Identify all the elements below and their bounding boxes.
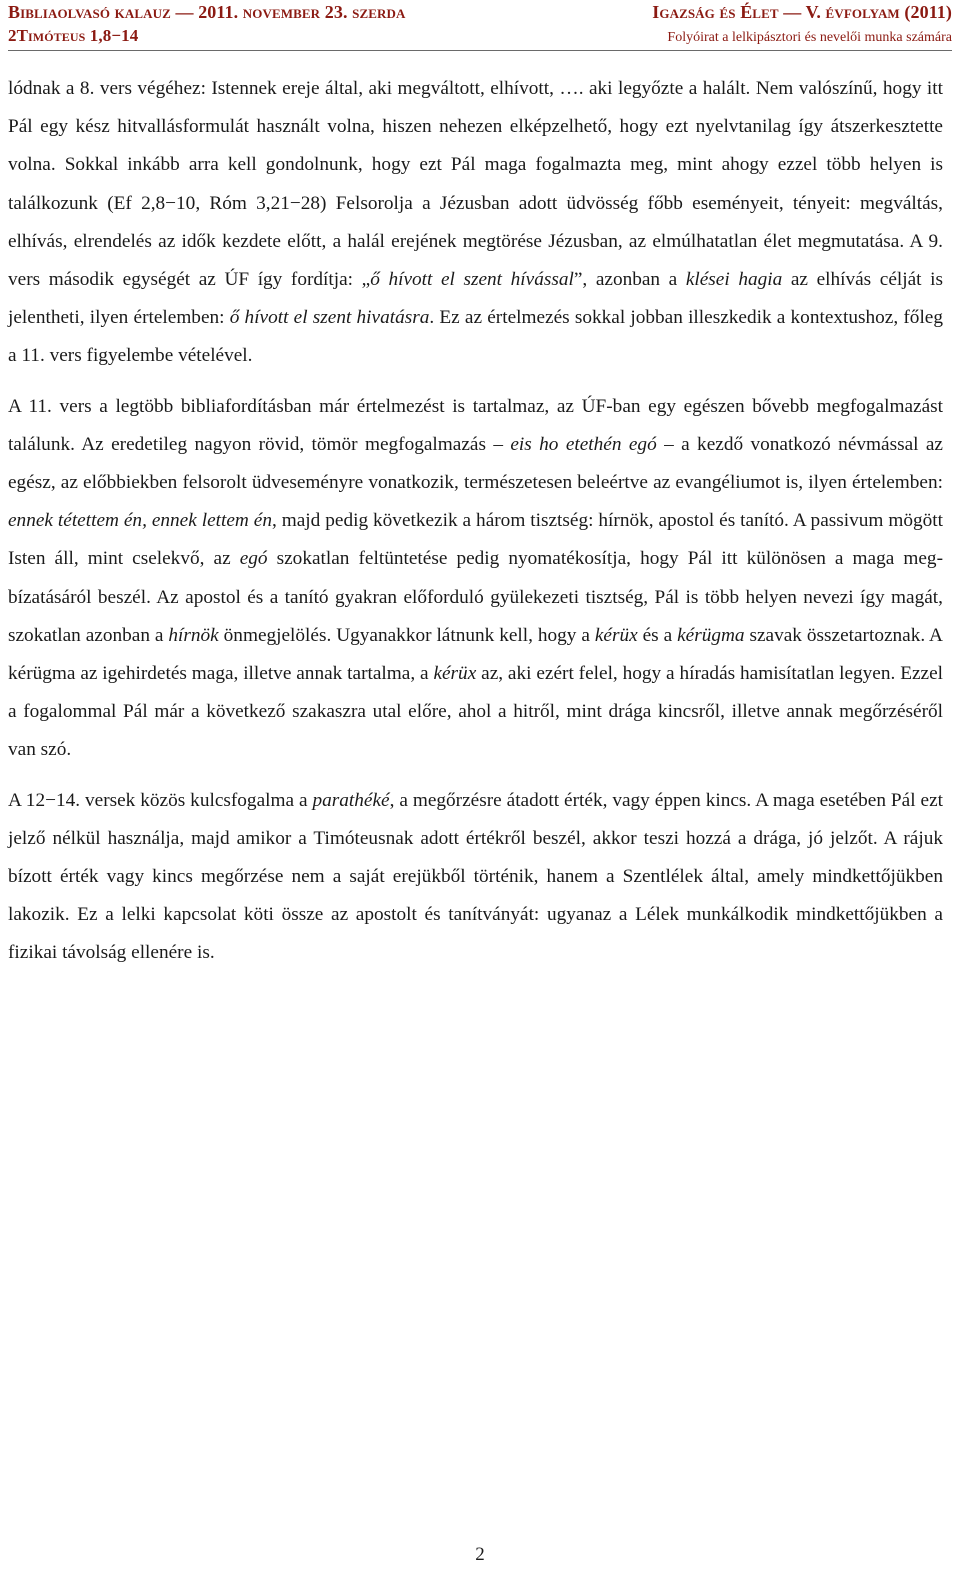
text-run: az elhívás célját is jelentheti, ilyen értelemben:	[8, 269, 943, 329]
page-number: 2	[475, 1544, 485, 1565]
italic-term: klései hagia	[685, 269, 783, 291]
italic-term: ő hívott el szent hívással	[370, 269, 574, 291]
text-run: szavak összetartoznak. A kérügma az igehirdetés maga, illetve annak tartalma, a	[8, 624, 943, 685]
text-run: A 12−14. versek közös kulcsfogalma a	[8, 789, 313, 811]
italic-term: ő hívott el szent hivatásra	[229, 307, 430, 329]
text-run: önmegjelölés. Ugyanakkor látnunk kell, hogy a	[218, 624, 595, 646]
publication-title: Bibliaolvasó kalauz — 2011. november 23. szerda	[8, 2, 406, 22]
italic-term: ennek tétettem én, ennek lettem én	[8, 510, 272, 532]
text-run: szokatlan feltüntetése pedig nyomatékosítja, hogy Pál itt különösen a maga megbízatásáról beszél. Az apostol és a tanító gyakran előforduló gyülekezeti tisztség, Pál is több helyen nevezi így magát, szokatlan azonban a	[8, 548, 943, 646]
scripture-reference: 2Timóteus 1,8−14	[8, 26, 139, 45]
text-run: A 11. vers a legtöbb bibliafordításban már értelmezést is tartalmaz, az ÚF-ban egy egészen bővebb megfogalmazást találunk. Az eredetileg nagyon rövid, tömör megfogalmazás –	[8, 395, 943, 455]
text-run: az, aki ezért felel, hogy a híradás hamisítatlan legyen. Ezzel a fogalommal Pál már a következő szakaszra utal előre, ahol a hitről, mint drága kincsről, illetve annak megőrzéséről van szó.	[8, 663, 943, 761]
text-run: – a kezdő vonatkozó névmással az egész, az előbbiekben felsorolt üdveseményre vonatkozik, természetesen beleértve az evangéliumot is, ilyen értelemben:	[8, 433, 943, 494]
paragraph	[8, 70, 943, 376]
article-body	[8, 70, 943, 973]
paragraph	[8, 782, 943, 973]
text-run: . Ez az értelmezés sokkal jobban illeszkedik a kontextushoz, főleg a 11. vers figyelembe vételével.	[8, 307, 943, 367]
page-header	[8, 0, 952, 50]
text-run: lódnak a 8. vers végéhez: Istennek ereje által, aki megváltott, elhívott, …. aki legyőzte a halált. Nem valószínű, hogy itt Pál egy kész hitvallásformulát használt volna, hiszen nehezen elképzelhető, hogy ezt nyelvtanilag így átszerkesztette volna. Sokkal inkább arra kell gondolnunk, hogy ezt Pál maga fogalmazta meg, mint ahogy ezzel több helyen is találkozunk (Ef 2,8−10, Róm 3,21−28) Felsorolja a Jézusban adott üdvösség főbb eseményeit, tényeit: megváltás, elhívás, elrendelés az idők kezdete előtt, a halál erejének megtörése Jézusban, az elmúlhatatlan élet megmutatása. A 9. vers második egységét az ÚF így fordítja: „	[8, 78, 943, 291]
italic-term: kérügma	[677, 624, 745, 646]
italic-term: kérüx	[433, 663, 477, 685]
italic-term: eis ho etethén egó	[510, 433, 657, 455]
italic-term: kérüx	[594, 624, 638, 646]
paragraph	[8, 388, 943, 770]
italic-term: hírnök	[168, 624, 219, 646]
journal-title: Igazság és Élet — V. évfolyam (2011)	[652, 2, 952, 22]
header-title-row	[8, 2, 952, 23]
italic-term: parathéké	[312, 789, 390, 811]
text-run: ”, azonban a	[573, 269, 686, 291]
text-run: , majd pedig következik a három tisztség: hírnök, apostol és tanító. A passivum mögött Isten áll, mint cselekvő, az	[8, 510, 943, 570]
text-run: és a	[637, 624, 678, 646]
header-subtitle-row	[8, 26, 952, 46]
header-divider	[8, 50, 952, 51]
journal-subtitle: Folyóirat a lelkipásztori és nevelői munka számára	[667, 30, 952, 45]
italic-term: egó	[239, 548, 268, 570]
text-run: , a megőrzésre átadott érték, vagy éppen kincs. A maga esetében Pál ezt jelző nélkül használja, majd amikor a Timóteusnak adott értékről beszél, akkor teszi hozzá a drága, jó jelzőt. A rájuk bízott érték vagy kincs megőrzése nem a saját erejükből történik, hanem a Szentlélek által, amely mindkettőjükben lakozik. Ez a lelki kapcsolat köti össze az apostolt és tanítványát: ugyanaz a Lélek munkálkodik mindkettőjükben a fizikai távolság ellenére is.	[8, 789, 943, 964]
